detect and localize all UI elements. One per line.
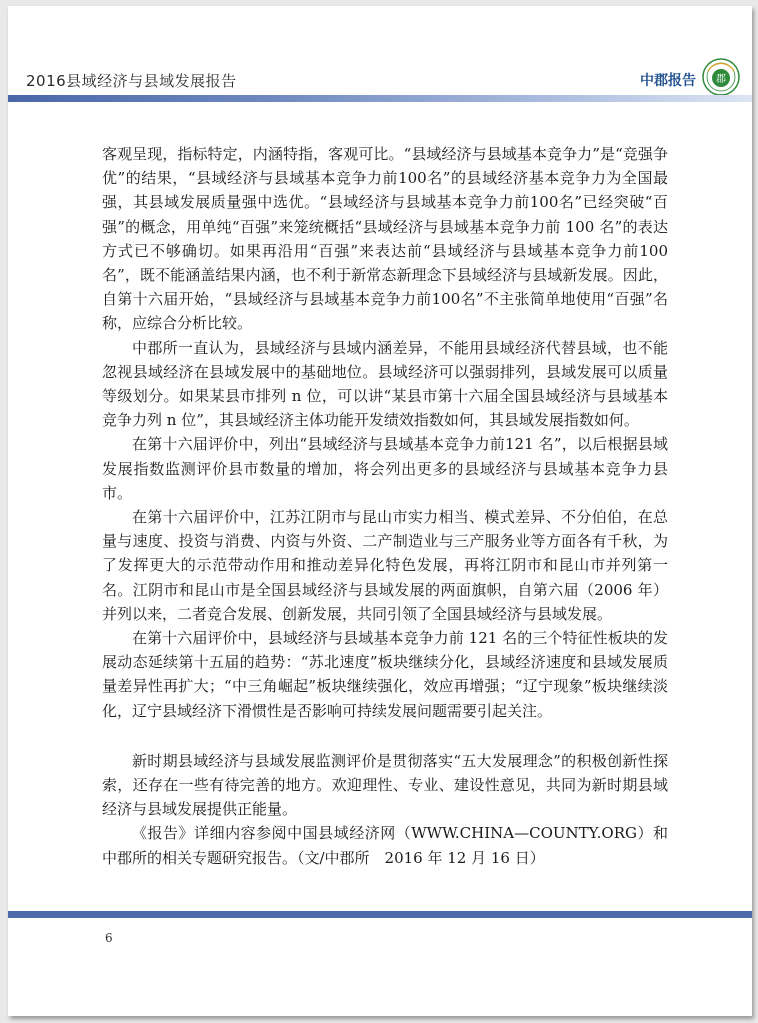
paragraph: 中郡所一直认为，县域经济与县域内涵差异，不能用县域经济代替县域，也不能忽视县域经济在县域发展中的基础地位。县域经济可以强弱排列，县域发展可以质量等级划分。如果某县市排列 n 位，可以讲“某县市第十六届全国县域经济与县域基本竞争力列 n 位”，其县域经济主体功能开发绩效指数如何，其县域发展指数如何。 [102, 338, 668, 430]
paragraph: 《报告》详细内容参阅中国县域经济网（WWW.CHINA—COUNTY.ORG）和中郡所的相关专题研究报告。（文/中郡所 2016 年 12 月 16 日） [102, 824, 668, 867]
paragraph: 在第十六届评价中，县域经济与县域基本竞争力前 121 名的三个特征性板块的发展动态延续第十五届的趋势：“苏北速度”板块继续分化，县域经济速度和县域发展质量差异性再扩大；“中三角崛起”板块继续强化，效应再增强；“辽宁现象”板块继续淡化，辽宁县域经济下滑惯性是否影响可持续发展问题需要引起关注。 [102, 629, 668, 720]
running-header-title: 2016县域经济与县域发展报告 [26, 72, 237, 90]
paragraph: 在第十六届评价中，江苏江阴市与昆山市实力相当、模式差异、不分伯伯，在总量与速度、投资与消费、内资与外资、二产制造业与三产服务业等方面各有千秋，为了发挥更大的示范带动作用和推动差异化特色发展，再将江阴市和昆山市并列第一名。江阴市和昆山市是全国县域经济与县域发展的两面旗帜，自第六届（2006 年）并列以来，二者竞合发展、创新发展，共同引领了全国县域经济与县域发展。 [102, 508, 668, 623]
paragraph: 在第十六届评价中，列出“县域经济与县域基本竞争力前121 名”，以后根据县域发展指数监测评价县市数量的增加，将会列出更多的县域经济与县域基本竞争力县市。 [102, 435, 668, 502]
paragraph: 新时期县域经济与县域发展监测评价是贯彻落实“五大发展理念”的积极创新性探索，还存在一些有待完善的地方。欢迎理性、专业、建设性意见，共同为新时期县域经济与县域发展提供正能量。 [102, 751, 668, 819]
running-header-brand: 中郡报告 [640, 73, 696, 89]
page-number: 6 [105, 931, 113, 945]
body-text [102, 142, 668, 870]
paragraph: 客观呈现，指标特定，内涵特指，客观可比。“县域经济与县域基本竞争力”是“竞强争优”的结果，“县域经济与县域基本竞争力前100名”的县域经济基本竞争力为全国最强，其县域发展质量强中选优。“县域经济与县域基本竞争力前100名”已经突破“百强”的概念，用单纯“百强”来笼统概括“县域经济与县域基本竞争力前 100 名”的表达方式已不够确切。如果再沿用“百强”来表达前“县域经济与县域基本竞争力前100 名”，既不能涵盖结果内涵，也不利于新常态新理念下县域经济与县域新发展。因此，自第十六届开始，“县域经济与县域基本竞争力前100名”不主张简单地使用“百强”名称，应综合分析比较。 [102, 145, 668, 333]
document-page [8, 6, 752, 1016]
header-rule [8, 95, 752, 102]
footer-rule [8, 911, 752, 918]
logo-text: 郡 [716, 74, 726, 85]
brand-logo [702, 58, 740, 96]
